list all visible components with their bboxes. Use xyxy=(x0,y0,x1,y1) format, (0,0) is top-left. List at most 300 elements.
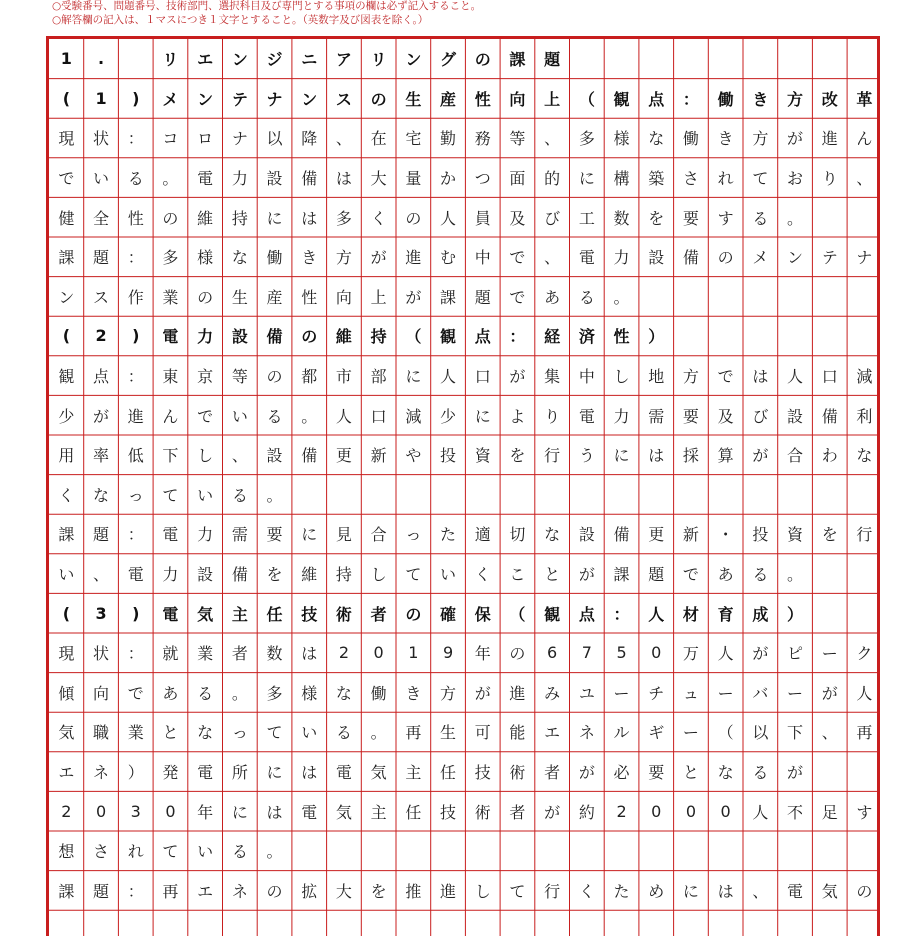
sheet-cell: 行 xyxy=(544,446,561,466)
sheet-cell: 万 xyxy=(682,644,699,664)
sheet-cell: 新 xyxy=(682,525,699,545)
sheet-cell: な xyxy=(335,683,352,703)
sheet-cell: 的 xyxy=(544,169,561,189)
sheet-cell: 資 xyxy=(474,446,491,466)
sheet-cell: コ xyxy=(162,129,179,149)
sheet-cell: 人 xyxy=(787,367,804,387)
sheet-cell: ン xyxy=(197,89,214,109)
sheet-cell: ク xyxy=(856,644,873,664)
sheet-cell: 主 xyxy=(405,763,422,783)
sheet-cell: 。 xyxy=(370,723,387,743)
sheet-cell: リ xyxy=(162,50,179,70)
sheet-cell: 資 xyxy=(787,525,804,545)
sheet-cell: 利 xyxy=(856,406,873,426)
sheet-cell: ニ xyxy=(301,50,318,70)
sheet-cell: れ xyxy=(127,842,144,862)
sheet-cell: 産 xyxy=(440,89,457,109)
sheet-cell: 以 xyxy=(752,723,769,743)
sheet-cell: ギ xyxy=(648,723,665,743)
sheet-cell: し xyxy=(613,367,630,387)
sheet-cell: 。 xyxy=(231,683,248,703)
sheet-cell: 中 xyxy=(474,248,491,268)
sheet-cell: に xyxy=(266,208,283,228)
sheet-cell: ー xyxy=(682,723,699,743)
sheet-cell: 働 xyxy=(717,89,734,109)
sheet-cell: 備 xyxy=(231,565,248,585)
sheet-cell: て xyxy=(509,881,526,901)
sheet-cell: の xyxy=(370,89,387,109)
sheet-cell: を xyxy=(648,208,665,228)
sheet-cell: の xyxy=(856,881,873,901)
sheet-cell: 少 xyxy=(440,406,457,426)
sheet-cell: の xyxy=(266,881,283,901)
sheet-cell: 1 xyxy=(95,88,107,108)
sheet-cell: 設 xyxy=(231,327,248,347)
sheet-cell: か xyxy=(440,169,457,189)
sheet-cell: が xyxy=(752,644,769,664)
sheet-cell: 就 xyxy=(162,644,179,664)
sheet-cell: 行 xyxy=(544,881,561,901)
sheet-cell: が xyxy=(474,683,491,703)
sheet-cell: 口 xyxy=(474,367,491,387)
sheet-cell: は xyxy=(301,763,318,783)
sheet-cell: 人 xyxy=(440,208,457,228)
sheet-cell: る xyxy=(266,406,283,426)
sheet-cell: 性 xyxy=(474,89,491,109)
sheet-cell: が xyxy=(370,248,387,268)
sheet-cell: 宅 xyxy=(405,129,422,149)
sheet-cell: 課 xyxy=(440,287,457,307)
sheet-cell: 7 xyxy=(581,643,592,663)
sheet-cell: が xyxy=(787,763,804,783)
sheet-cell: の xyxy=(197,287,214,307)
sheet-cell: 不 xyxy=(787,802,804,822)
sheet-cell: 、 xyxy=(752,881,769,901)
sheet-cell: 点 xyxy=(648,89,665,109)
sheet-cell: う xyxy=(578,446,595,466)
sheet-cell: 新 xyxy=(370,446,387,466)
sheet-cell: 9 xyxy=(442,643,454,663)
sheet-cell: 課 xyxy=(58,248,75,268)
sheet-cell: や xyxy=(405,446,422,466)
sheet-row xyxy=(49,871,880,911)
sheet-cell: エ xyxy=(197,50,214,70)
sheet-cell: 備 xyxy=(301,169,318,189)
sheet-cell: 減 xyxy=(856,367,873,387)
sheet-cell: 任 xyxy=(440,763,457,783)
sheet-cell: 築 xyxy=(648,169,665,189)
sheet-cell: 題 xyxy=(93,248,110,268)
sheet-cell: く xyxy=(58,485,75,505)
sheet-cell: は xyxy=(752,367,769,387)
sheet-cell: る xyxy=(752,763,769,783)
sheet-cell: な xyxy=(197,723,214,743)
sheet-cell: い xyxy=(93,169,110,189)
sheet-cell: 働 xyxy=(682,129,699,149)
sheet-cell: 務 xyxy=(474,129,491,149)
sheet-cell: し xyxy=(197,446,214,466)
sheet-cell: い xyxy=(197,842,214,862)
sheet-cell: よ xyxy=(509,406,526,426)
sheet-cell xyxy=(118,39,153,79)
sheet-cell: ナ xyxy=(856,248,873,268)
sheet-cell: 業 xyxy=(197,644,214,664)
sheet-cell: 育 xyxy=(717,604,734,624)
sheet-cell: 術 xyxy=(509,763,526,783)
sheet-cell: ： xyxy=(682,89,699,109)
sheet-cell: 1 xyxy=(60,49,72,69)
sheet-cell: エ xyxy=(197,881,214,901)
sheet-cell: 術 xyxy=(335,604,352,624)
sheet-cell: ネ xyxy=(231,881,248,901)
sheet-cell: 進 xyxy=(509,683,526,703)
sheet-cell: 電 xyxy=(197,169,214,189)
sheet-cell: 用 xyxy=(58,446,75,466)
sheet-cell: で xyxy=(509,248,526,268)
sheet-cell: 確 xyxy=(440,604,457,624)
sheet-cell: 投 xyxy=(752,525,769,545)
sheet-cell: 見 xyxy=(335,525,352,545)
sheet-cell: 経 xyxy=(544,327,561,347)
sheet-cell: 力 xyxy=(613,248,630,268)
sheet-cell: り xyxy=(544,406,561,426)
sheet-cell: 採 xyxy=(682,446,699,466)
sheet-cell: 観 xyxy=(440,327,457,347)
sheet-cell: 。 xyxy=(613,287,630,307)
sheet-cell: エ xyxy=(58,763,75,783)
sheet-cell: 上 xyxy=(370,287,387,307)
sheet-row xyxy=(49,197,880,237)
sheet-row xyxy=(49,79,880,119)
sheet-cell: が xyxy=(93,406,110,426)
sheet-cell: グ xyxy=(440,50,457,70)
sheet-cell: 者 xyxy=(231,644,248,664)
sheet-cell: に xyxy=(405,367,422,387)
sheet-cell: る xyxy=(231,485,248,505)
sheet-cell: 保 xyxy=(474,604,491,624)
sheet-cell: さ xyxy=(93,842,110,862)
sheet-cell: ス xyxy=(335,89,352,109)
sheet-cell: 電 xyxy=(301,802,318,822)
sheet-cell: き xyxy=(752,89,769,109)
sheet-cell: 。 xyxy=(301,406,318,426)
sheet-cell: 合 xyxy=(370,525,387,545)
sheet-cell: 0 xyxy=(720,801,731,821)
sheet-row xyxy=(49,475,880,515)
sheet-cell: に xyxy=(474,406,491,426)
sheet-cell: 3 xyxy=(130,801,141,821)
sheet-cell: 年 xyxy=(197,802,214,822)
sheet-cell: 東 xyxy=(162,367,179,387)
sheet-cell: の xyxy=(474,50,491,70)
sheet-cell: 観 xyxy=(613,89,630,109)
sheet-cell: 3 xyxy=(95,603,107,623)
sheet-cell: 電 xyxy=(578,248,595,268)
sheet-cell: ) xyxy=(132,326,140,346)
sheet-cell: 人 xyxy=(335,406,352,426)
sheet-cell: 率 xyxy=(93,446,110,466)
sheet-cell: が xyxy=(544,802,561,822)
sheet-cell: 題 xyxy=(93,881,110,901)
sheet-cell: く xyxy=(474,565,491,585)
sheet-cell: き xyxy=(405,683,422,703)
sheet-cell: っ xyxy=(231,723,248,743)
sheet-cell: 気 xyxy=(370,763,387,783)
sheet-cell: 改 xyxy=(821,89,838,109)
sheet-cell: 様 xyxy=(197,248,214,268)
sheet-cell: び xyxy=(544,208,561,228)
sheet-cell: 様 xyxy=(301,683,318,703)
sheet-cell: 拡 xyxy=(301,881,318,901)
sheet-cell: 減 xyxy=(405,406,422,426)
sheet-cell: 。 xyxy=(162,169,179,189)
sheet-cell: た xyxy=(440,525,457,545)
sheet-cell: 人 xyxy=(440,367,457,387)
sheet-cell: な xyxy=(856,446,873,466)
sheet-cell: 能 xyxy=(509,723,526,743)
sheet-cell: 力 xyxy=(197,327,214,347)
sheet-cell: ： xyxy=(509,327,526,347)
sheet-cell: ： xyxy=(127,129,144,149)
sheet-cell: 技 xyxy=(440,802,457,822)
sheet-cell: 人 xyxy=(856,683,873,703)
sheet-cell: 気 xyxy=(58,723,75,743)
sheet-cell: 要 xyxy=(266,525,283,545)
sheet-cell: わ xyxy=(821,446,838,466)
sheet-cell: を xyxy=(509,446,526,466)
sheet-cell: 、 xyxy=(544,248,561,268)
sheet-cell: 大 xyxy=(370,169,387,189)
sheet-cell: 課 xyxy=(613,565,630,585)
sheet-cell: ジ xyxy=(266,50,283,70)
sheet-cell: 2 xyxy=(616,801,627,821)
sheet-cell: 下 xyxy=(162,446,179,466)
sheet-cell: る xyxy=(752,208,769,228)
sheet-cell: 在 xyxy=(370,129,387,149)
sheet-cell: 、 xyxy=(93,565,110,585)
sheet-cell: 投 xyxy=(440,446,457,466)
sheet-cell: ル xyxy=(613,723,630,743)
sheet-cell: 員 xyxy=(474,208,491,228)
sheet-cell: 面 xyxy=(509,169,526,189)
sheet-cell: 電 xyxy=(162,327,179,347)
sheet-cell: 生 xyxy=(231,287,248,307)
sheet-cell: ー xyxy=(787,683,804,703)
sheet-cell: （ xyxy=(509,604,526,624)
sheet-cell: 点 xyxy=(93,367,110,387)
sheet-cell: 任 xyxy=(405,802,422,822)
sheet-cell: り xyxy=(821,169,838,189)
sheet-cell: っ xyxy=(127,485,144,505)
sheet-cell: ン xyxy=(787,248,804,268)
sheet-cell: は xyxy=(301,208,318,228)
sheet-cell: す xyxy=(717,208,734,228)
sheet-cell: 電 xyxy=(162,604,179,624)
sheet-cell: 方 xyxy=(440,683,457,703)
sheet-cell: ） xyxy=(127,763,144,783)
sheet-cell: 術 xyxy=(474,802,491,822)
sheet-cell: 数 xyxy=(266,644,283,664)
sheet-cell: 0 xyxy=(165,801,176,821)
sheet-cell: 性 xyxy=(301,287,318,307)
sheet-cell: エ xyxy=(544,723,561,743)
sheet-cell: テ xyxy=(231,89,248,109)
sheet-cell: が xyxy=(578,763,595,783)
sheet-cell: 状 xyxy=(93,129,110,149)
sheet-cell: 人 xyxy=(752,802,769,822)
sheet-cell: （ xyxy=(405,327,422,347)
sheet-cell: る xyxy=(752,565,769,585)
sheet-cell: い xyxy=(440,565,457,585)
sheet-cell: が xyxy=(787,129,804,149)
sheet-cell: ： xyxy=(127,881,144,901)
sheet-cell: リ xyxy=(370,50,387,70)
sheet-cell: 設 xyxy=(787,406,804,426)
sheet-cell: 進 xyxy=(440,881,457,901)
sheet-cell: 力 xyxy=(197,525,214,545)
sheet-cell: 生 xyxy=(405,89,422,109)
sheet-cell: 口 xyxy=(370,406,387,426)
sheet-cell: 量 xyxy=(405,169,422,189)
sheet-cell: ア xyxy=(335,50,352,70)
sheet-cell: に xyxy=(266,763,283,783)
sheet-cell: あ xyxy=(162,683,179,703)
sheet-cell: 2 xyxy=(95,326,107,346)
sheet-cell: 更 xyxy=(648,525,665,545)
sheet-cell: 。 xyxy=(266,485,283,505)
sheet-cell: を xyxy=(370,881,387,901)
sheet-cell: 材 xyxy=(682,604,699,624)
sheet-cell: み xyxy=(544,683,561,703)
sheet-cell: . xyxy=(97,49,105,69)
sheet-cell: 所 xyxy=(231,763,248,783)
sheet-cell: 0 xyxy=(685,801,697,821)
sheet-cell: ナ xyxy=(266,89,283,109)
sheet-cell: 性 xyxy=(613,327,630,347)
sheet-row xyxy=(49,593,880,633)
sheet-cell: を xyxy=(266,565,283,585)
sheet-cell: 主 xyxy=(370,802,387,822)
sheet-cell: で xyxy=(127,683,144,703)
sheet-cell: あ xyxy=(544,287,561,307)
sheet-cell: 設 xyxy=(197,565,214,585)
sheet-cell: る xyxy=(231,842,248,862)
sheet-cell: が xyxy=(821,683,838,703)
sheet-cell: 観 xyxy=(58,367,75,387)
sheet-cell: 気 xyxy=(821,881,838,901)
sheet-cell: 0 xyxy=(95,801,107,821)
sheet-cell: 要 xyxy=(648,763,665,783)
sheet-cell: が xyxy=(752,446,769,466)
sheet-cell: 成 xyxy=(752,604,769,624)
sheet-cell: 0 xyxy=(373,643,384,663)
sheet-cell: 者 xyxy=(370,604,387,624)
sheet-cell: 維 xyxy=(301,565,318,585)
sheet-cell: ） xyxy=(648,327,665,347)
sheet-cell: 向 xyxy=(509,89,526,109)
sheet-cell: な xyxy=(717,763,734,783)
sheet-cell: の xyxy=(717,248,734,268)
sheet-cell: は xyxy=(301,644,318,664)
sheet-cell: 者 xyxy=(509,802,526,822)
sheet-cell: 方 xyxy=(335,248,352,268)
sheet-cell: 約 xyxy=(578,802,595,822)
sheet-cell: 、 xyxy=(335,129,352,149)
sheet-cell: 方 xyxy=(682,367,699,387)
sheet-cell: 課 xyxy=(58,881,75,901)
sheet-cell: と xyxy=(544,565,561,585)
sheet-cell: メ xyxy=(162,89,179,109)
sheet-cell: な xyxy=(93,485,110,505)
sheet-cell: 全 xyxy=(93,208,110,228)
sheet-cell: は xyxy=(648,446,665,466)
sheet-cell: 維 xyxy=(197,208,214,228)
sheet-cell: と xyxy=(162,723,179,743)
sheet-row xyxy=(49,831,880,871)
sheet-cell: 備 xyxy=(301,446,318,466)
sheet-cell: 想 xyxy=(58,842,75,862)
sheet-cell: 済 xyxy=(578,327,595,347)
sheet-cell: て xyxy=(752,169,769,189)
sheet-row xyxy=(49,158,880,198)
sheet-cell: 可 xyxy=(474,723,491,743)
sheet-cell: ー xyxy=(613,683,630,703)
sheet-cell: 市 xyxy=(335,367,352,387)
sheet-cell: 。 xyxy=(787,208,804,228)
sheet-cell: 課 xyxy=(509,50,526,70)
sheet-cell: 及 xyxy=(509,208,526,228)
sheet-cell: ナ xyxy=(231,129,248,149)
sheet-cell: 部 xyxy=(370,367,387,387)
sheet-cell: 者 xyxy=(544,763,561,783)
sheet-cell: い xyxy=(301,723,318,743)
sheet-cell: 算 xyxy=(717,446,734,466)
sheet-cell: 構 xyxy=(613,169,630,189)
sheet-cell: 題 xyxy=(93,525,110,545)
sheet-cell: っ xyxy=(405,525,422,545)
sheet-cell: 電 xyxy=(162,525,179,545)
sheet-cell: 気 xyxy=(335,802,352,822)
sheet-cell: ： xyxy=(127,525,144,545)
sheet-cell: 需 xyxy=(231,525,248,545)
sheet-cell: 少 xyxy=(58,406,75,426)
sheet-cell: 再 xyxy=(856,723,873,743)
sheet-cell: が xyxy=(578,565,595,585)
sheet-cell: を xyxy=(821,525,838,545)
sheet-cell: で xyxy=(717,367,734,387)
sheet-cell: （ xyxy=(717,723,734,743)
sheet-cell: 中 xyxy=(578,367,595,387)
sheet-cell: 等 xyxy=(231,367,248,387)
sheet-cell: ) xyxy=(132,88,140,108)
sheet-cell: 傾 xyxy=(58,683,75,703)
sheet-cell: が xyxy=(509,367,526,387)
sheet-cell: 電 xyxy=(787,881,804,901)
sheet-cell: 持 xyxy=(231,208,248,228)
sheet-cell: 勤 xyxy=(440,129,457,149)
sheet-row xyxy=(49,356,880,396)
sheet-cell: ン xyxy=(58,287,75,307)
sheet-cell: 都 xyxy=(301,367,318,387)
sheet-cell: が xyxy=(405,287,422,307)
sheet-row xyxy=(49,554,880,594)
sheet-cell: ン xyxy=(231,50,248,70)
sheet-cell: 6 xyxy=(547,643,558,663)
sheet-cell: 持 xyxy=(370,327,387,347)
sheet-cell: で xyxy=(682,565,699,585)
sheet-cell: チ xyxy=(648,683,665,703)
sheet-cell: 2 xyxy=(338,643,350,663)
